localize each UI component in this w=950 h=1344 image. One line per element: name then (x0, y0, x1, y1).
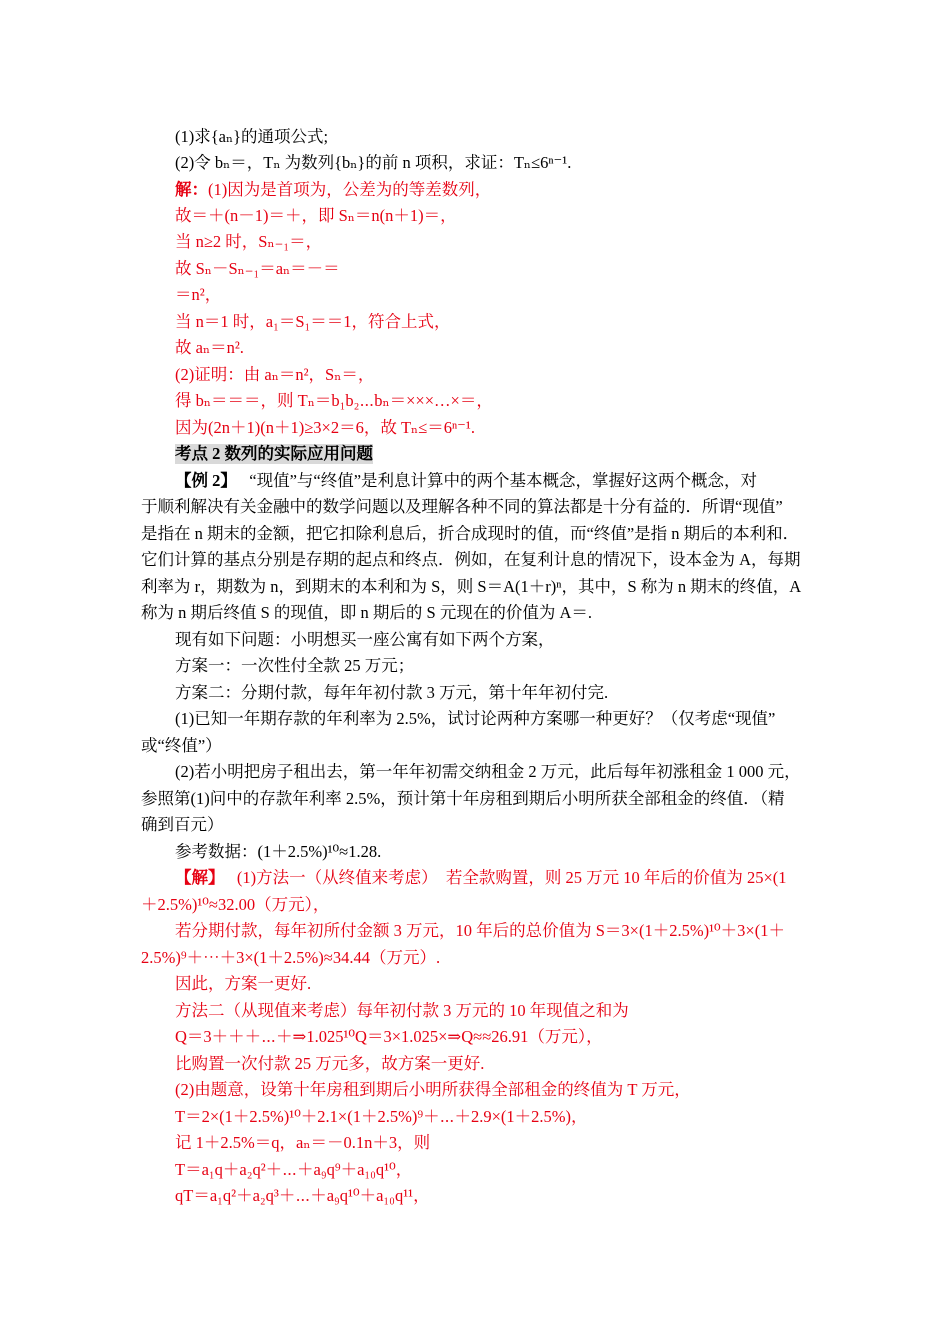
solution-2-label: 【解】 (175, 868, 225, 887)
solution-2-line-3: 若分期付款，每年初所付金额 3 万元，10 年后的总价值为 S＝3×(1＋2.5%)¹⁰＋3×(1＋ (175, 921, 785, 940)
section-heading: 考点 2 数列的实际应用问题 (175, 444, 373, 463)
solution-2-line-2: ＋2.5%)¹⁰≈32.00（万元）， (141, 895, 330, 914)
example-2-line-4: 它们计算的基点分别是存期的起点和终点．例如，在复利计息的情况下，设本金为 A，每期 (141, 550, 801, 569)
example-2-reference-data: 参考数据：(1＋2.5%)¹⁰≈1.28. (175, 842, 382, 861)
solution-1-line-1: 解：(1)因为是首项为，公差为的等差数列， (175, 180, 492, 199)
solution-2-line-12: T＝a₁q＋a₂q²＋⋯＋a₉q⁹＋a₁₀q¹⁰， (175, 1160, 413, 1179)
solution-1-line-5: ＝n²， (175, 285, 222, 304)
example-2-line-7: 现有如下问题：小明想买一座公寓有如下两个方案， (175, 630, 555, 649)
example-2-plan-1: 方案一：一次性付全款 25 万元； (175, 656, 415, 675)
example-2-question-1-line-2: 或“终值”） (141, 736, 222, 755)
example-2-question-1-line-1: (1)已知一年期存款的年利率为 2.5%，试讨论两种方案哪一种更好？（仅考虑“现值” (175, 709, 776, 728)
solution-label: 解： (175, 180, 208, 199)
solution-2-line-13: qT＝a₁q²＋a₂q³＋⋯＋a₉q¹⁰＋a₁₀q¹¹， (175, 1186, 430, 1205)
solution-1-line-2: 故＝＋(n－1)＝＋，即 Sₙ＝n(n＋1)＝， (175, 206, 457, 225)
solution-2-line-11: 记 1＋2.5%＝q，aₙ＝－0.1n＋3，则 (175, 1133, 431, 1152)
example-2-plan-2: 方案二：分期付款，每年年初付款 3 万元，第十年年初付完. (175, 683, 609, 702)
solution-1-line-3: 当 n≥2 时，Sₙ₋₁＝， (175, 232, 323, 251)
example-2-line-5: 利率为 r，期数为 n，到期末的本利和为 S，则 S＝A(1＋r)ⁿ，其中，S 称为 n 期末的终值，A (141, 577, 802, 596)
solution-2-line-5: 因此，方案一更好. (175, 974, 312, 993)
solution-1-line-8: (2)证明：由 aₙ＝n²，Sₙ＝， (175, 365, 375, 384)
solution-2-line-6: 方法二（从现值来考虑）每年初付款 3 万元的 10 年现值之和为 (175, 1001, 629, 1020)
problem-1-question-1: (1)求{aₙ}的通项公式; (175, 127, 329, 146)
solution-1-line-9: 得 bₙ＝＝＝，则 Tₙ＝b₁b₂⋯bₙ＝×××…×＝， (175, 391, 493, 410)
solution-1-line-10: 因为(2n＋1)(n＋1)≥3×2＝6，故 Tₙ≤＝6ⁿ⁻¹. (175, 418, 475, 437)
solution-1-line-7: 故 aₙ＝n². (175, 338, 244, 357)
problem-1-question-2: (2)令 bₙ＝，Tₙ 为数列{bₙ}的前 n 项积，求证：Tₙ≤6ⁿ⁻¹. (175, 153, 572, 172)
example-2-question-2-line-3: 确到百元） (141, 815, 224, 834)
solution-2-line-9: (2)由题意，设第十年房租到期后小明所获得全部租金的终值为 T 万元， (175, 1080, 691, 1099)
example-2-line-1: 【例 2】 “现值”与“终值”是利息计算中的两个基本概念，掌握好这两个概念，对 (175, 471, 758, 490)
example-2-line-6: 称为 n 期后终值 S 的现值，即 n 期后的 S 元现在的价值为 A＝. (141, 603, 593, 622)
solution-2-line-1: 【解】 (1)方法一（从终值来考虑） 若全款购置，则 25 万元 10 年后的价值为 25×(1 (175, 868, 787, 887)
solution-2-line-7: Q＝3＋＋＋⋯＋⇒1.025¹⁰Q＝3×1.025×⇒Q≈≈26.91（万元）， (175, 1027, 603, 1046)
solution-2-line-4: 2.5%)⁹＋⋯＋3×(1＋2.5%)≈34.44（万元）. (141, 948, 441, 967)
example-2-line-2: 于顺利解决有关金融中的数学问题以及理解各种不同的算法都是十分有益的．所谓“现值” (141, 497, 783, 516)
solution-2-line-10: T＝2×(1＋2.5%)¹⁰＋2.1×(1＋2.5%)⁹＋⋯＋2.9×(1＋2.5%)， (175, 1107, 588, 1126)
solution-1-line-6: 当 n＝1 时，a₁＝S₁＝＝1，符合上式， (175, 312, 451, 331)
example-2-question-2-line-2: 参照第(1)问中的存款年利率 2.5%，预计第十年房租到期后小明所获全部租金的终值．（精 (141, 789, 785, 808)
example-2-question-2-line-1: (2)若小明把房子租出去，第一年年初需交纳租金 2 万元，此后每年初涨租金 1 000 元， (175, 762, 801, 781)
solution-1-line-4: 故 Sₙ－Sₙ₋₁＝aₙ＝－＝ (175, 259, 340, 278)
solution-2-line-8: 比购置一次付款 25 万元多，故方案一更好. (175, 1054, 485, 1073)
example-label: 【例 2】 (175, 471, 237, 490)
example-2-line-3: 是指在 n 期末的金额，把它扣除利息后，折合成现时的值，而“终值”是指 n 期后的本利和． (141, 524, 800, 543)
